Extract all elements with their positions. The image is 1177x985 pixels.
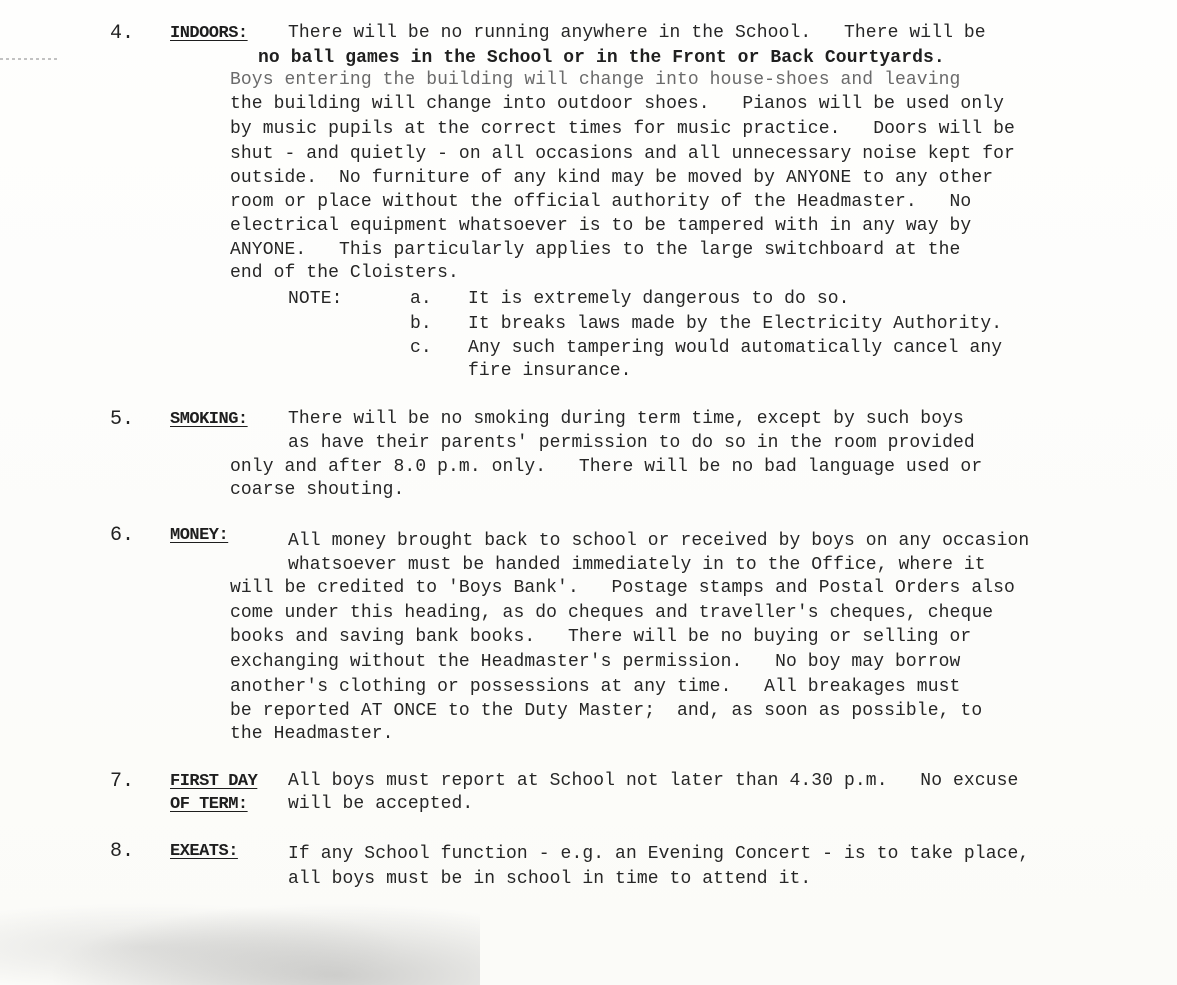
scan-smudge — [0, 890, 480, 985]
text-line: All boys must report at School not later than 4.30 p.m. No excuse — [288, 771, 1019, 791]
section-heading: MONEY: — [170, 526, 229, 545]
section-heading: FIRST DAY — [170, 772, 258, 791]
note-text: Any such tampering would automatically cancel any — [468, 338, 1003, 358]
text-line: no ball games in the School or in the Front or Back Courtyards. — [258, 48, 945, 68]
note-text: It is extremely dangerous to do so. — [468, 289, 850, 309]
text-line: all boys must be in school in time to attend it. — [288, 869, 812, 889]
text-line: end of the Cloisters. — [230, 263, 459, 283]
section-number: 6. — [110, 524, 135, 547]
text-line: the Headmaster. — [230, 724, 394, 744]
text-line: another's clothing or possessions at any time. All breakages must — [230, 677, 961, 697]
text-line: the building will change into outdoor shoes. Pianos will be used only — [230, 94, 1005, 114]
section-heading-line-2: OF TERM: — [170, 795, 248, 814]
section-number: 8. — [110, 840, 135, 863]
text-line: come under this heading, as do cheques and traveller's cheques, cheque — [230, 603, 994, 623]
text-line: There will be no running anywhere in the School. There will be — [288, 23, 986, 43]
text-line: If any School function - e.g. an Evening Concert - is to take place, — [288, 844, 1030, 864]
section-heading: SMOKING: — [170, 410, 248, 429]
text-line: There will be no smoking during term time, except by such boys — [288, 409, 964, 429]
edge-mark — [0, 58, 60, 60]
text-line: outside. No furniture of any kind may be moved by ANYONE to any other — [230, 168, 994, 188]
text-line: exchanging without the Headmaster's permission. No boy may borrow — [230, 652, 961, 672]
note-text: It breaks laws made by the Electricity Authority. — [468, 314, 1003, 334]
text-line: shut - and quietly - on all occasions and all unnecessary noise kept for — [230, 144, 1015, 164]
text-line: as have their parents' permission to do so in the room provided — [288, 433, 975, 453]
text-line: will be credited to 'Boys Bank'. Postage stamps and Postal Orders also — [230, 578, 1015, 598]
section-number: 5. — [110, 408, 135, 431]
section-number: 4. — [110, 22, 135, 45]
section-heading: EXEATS: — [170, 842, 238, 861]
text-line: coarse shouting. — [230, 480, 405, 500]
section-heading: INDOORS: — [170, 24, 248, 43]
text-line: room or place without the official authority of the Headmaster. No — [230, 192, 972, 212]
text-line: books and saving bank books. There will be no buying or selling or — [230, 627, 972, 647]
text-line: electrical equipment whatsoever is to be tampered with in any way by — [230, 216, 972, 236]
note-letter: a. — [410, 289, 432, 309]
text-line: Boys entering the building will change into house-shoes and leaving — [230, 70, 961, 90]
text-line: ANYONE. This particularly applies to the large switchboard at the — [230, 240, 961, 260]
text-line: whatsoever must be handed immediately in to the Office, where it — [288, 555, 986, 575]
text-line: All money brought back to school or received by boys on any occasion — [288, 531, 1030, 551]
text-line: will be accepted. — [288, 794, 474, 814]
note-text: fire insurance. — [468, 361, 632, 381]
text-line: only and after 8.0 p.m. only. There will be no bad language used or — [230, 457, 983, 477]
note-label: NOTE: — [288, 289, 343, 309]
section-number: 7. — [110, 770, 135, 793]
text-line: by music pupils at the correct times for music practice. Doors will be — [230, 119, 1015, 139]
note-letter: b. — [410, 314, 432, 334]
text-line: be reported AT ONCE to the Duty Master; and, as soon as possible, to — [230, 701, 983, 721]
note-letter: c. — [410, 338, 432, 358]
